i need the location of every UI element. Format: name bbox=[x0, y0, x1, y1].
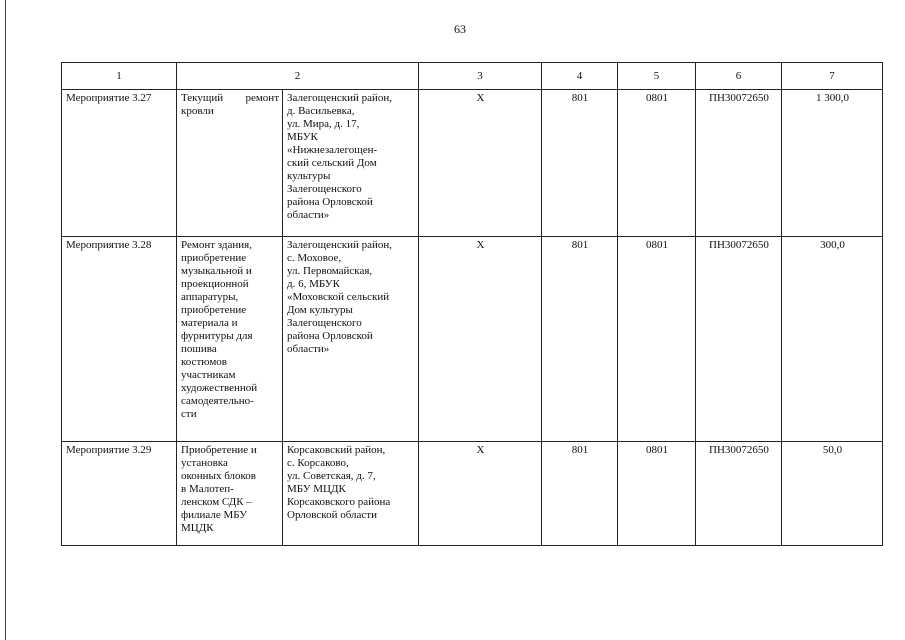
location-cell bbox=[283, 90, 419, 237]
col4-cell: 801 bbox=[542, 442, 618, 546]
col7-cell: 300,0 bbox=[782, 237, 883, 442]
col3-cell: Х bbox=[419, 237, 542, 442]
col4-cell: 801 bbox=[542, 237, 618, 442]
table-row bbox=[62, 237, 883, 442]
event-location: Залегощенский район, д. Васильевка, ул. Мира, д. 17, МБУК «Нижнезалегощен- ский сельский Дом культуры Залегощенского района Орловской области» bbox=[287, 92, 392, 221]
name-cell bbox=[177, 90, 283, 237]
header-cell-3: 3 bbox=[419, 63, 542, 90]
col5-cell: 0801 bbox=[618, 237, 696, 442]
event-cell bbox=[62, 237, 177, 442]
event-label: Мероприятие 3.28 bbox=[66, 239, 152, 251]
name-cell bbox=[177, 442, 283, 546]
col3-cell: Х bbox=[419, 442, 542, 546]
location-cell bbox=[283, 442, 419, 546]
col3-cell: Х bbox=[419, 90, 542, 237]
header-cell-7: 7 bbox=[782, 63, 883, 90]
name-cell bbox=[177, 237, 283, 442]
table-row bbox=[62, 90, 883, 237]
page-number: 63 bbox=[454, 22, 466, 36]
page-left-border bbox=[5, 0, 6, 640]
header-cell-6: 6 bbox=[696, 63, 782, 90]
col6-cell: ПН30072650 bbox=[696, 90, 782, 237]
header-cell-5: 5 bbox=[618, 63, 696, 90]
event-name: Ремонт здания, приобретение музыкальной и проекционной аппаратуры, приобретение материала и фурнитуры для пошива костюмов участникам художественной самодеятельно- сти bbox=[181, 239, 258, 420]
table-row bbox=[62, 442, 883, 546]
header-cell-4: 4 bbox=[542, 63, 618, 90]
col5-cell: 0801 bbox=[618, 442, 696, 546]
col6-cell: ПН30072650 bbox=[696, 442, 782, 546]
col6-cell: ПН30072650 bbox=[696, 237, 782, 442]
event-location: Залегощенский район, с. Моховое, ул. Первомайская, д. 6, МБУК «Моховской сельский Дом культуры Залегощенского района Орловской области» bbox=[287, 239, 392, 355]
event-cell bbox=[62, 442, 177, 546]
header-cell-2: 2 bbox=[177, 63, 419, 90]
event-cell bbox=[62, 90, 177, 237]
event-label: Мероприятие 3.29 bbox=[66, 444, 152, 456]
location-cell bbox=[283, 237, 419, 442]
col4-cell: 801 bbox=[542, 90, 618, 237]
header-cell-1: 1 bbox=[62, 63, 177, 90]
program-table bbox=[61, 62, 883, 546]
event-name: Текущий ремонт кровли bbox=[181, 92, 279, 117]
table-header-row bbox=[62, 63, 883, 90]
event-location: Корсаковский район, с. Корсаково, ул. Советская, д. 7, МБУ МЦДК Корсаковского района Орловской области bbox=[287, 444, 391, 521]
event-label: Мероприятие 3.27 bbox=[66, 92, 152, 104]
event-name: Приобретение и установка оконных блоков в Малотеп- ленском СДК – филиале МБУ МЦДК bbox=[181, 444, 257, 534]
col7-cell: 50,0 bbox=[782, 442, 883, 546]
col5-cell: 0801 bbox=[618, 90, 696, 237]
col7-cell: 1 300,0 bbox=[782, 90, 883, 237]
